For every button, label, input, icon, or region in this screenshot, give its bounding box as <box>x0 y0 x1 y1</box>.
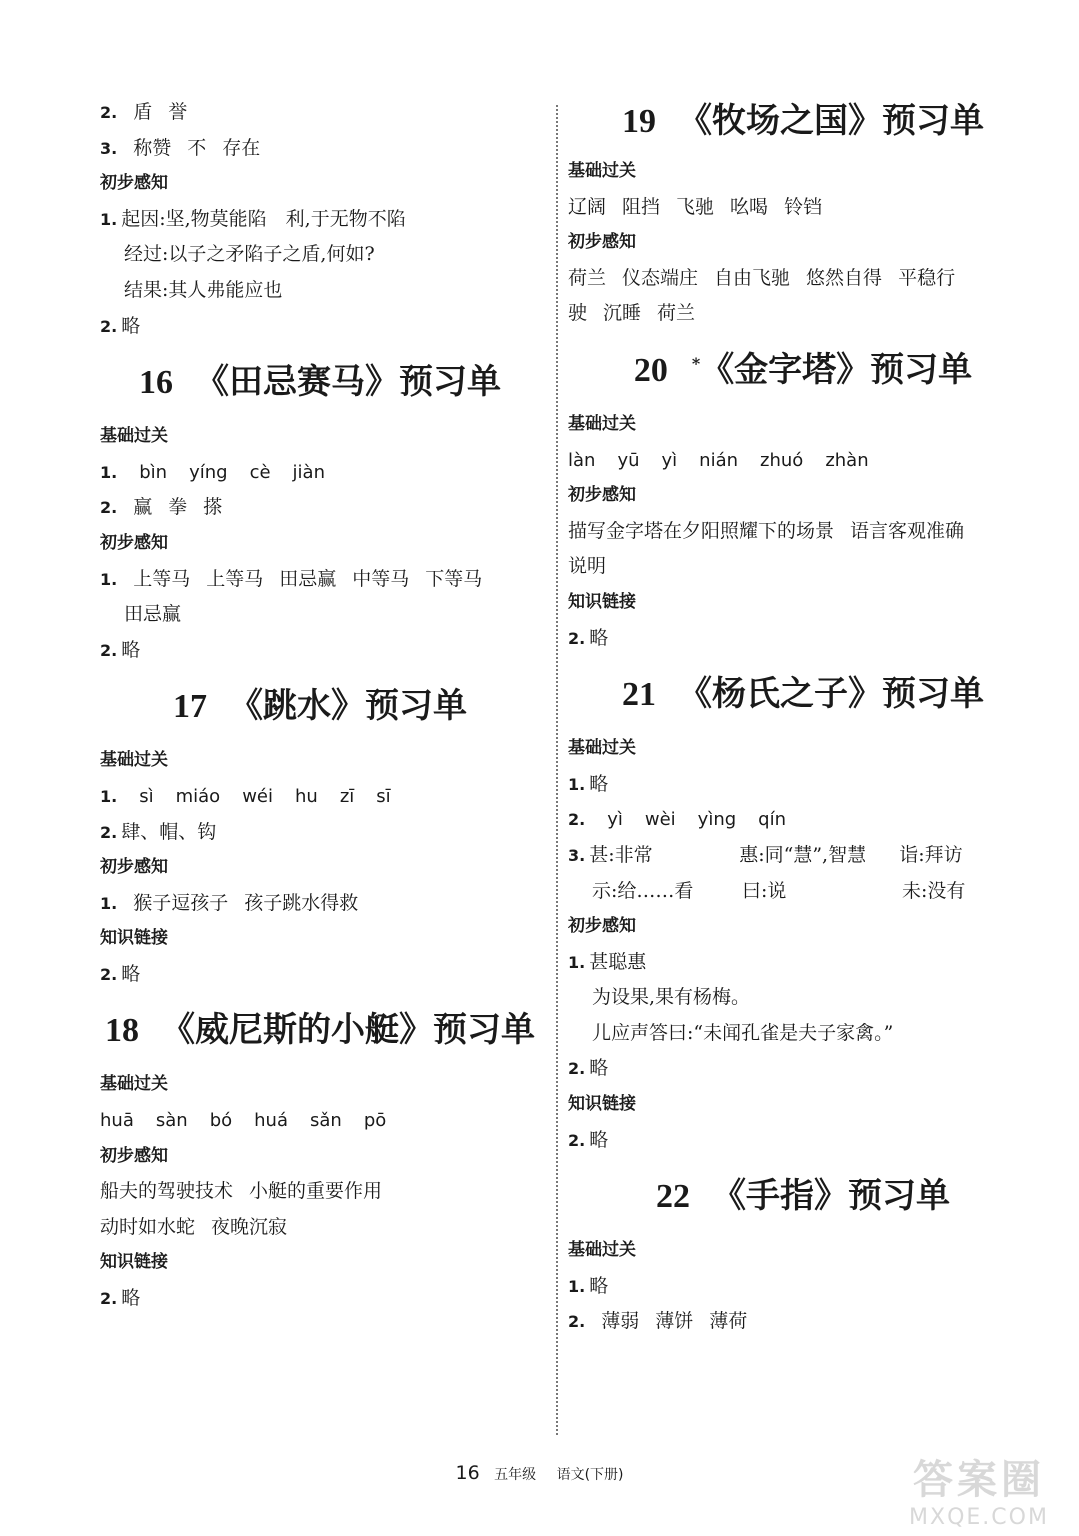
answer-text: 为设果,果有杨梅。 <box>592 986 751 1009</box>
answer-word: 飞驰 <box>676 195 715 218</box>
watermark-logo-text: 答案圈 <box>913 1457 1045 1503</box>
section-label: 初步感知 <box>568 916 636 937</box>
answer-word: 誉 <box>168 101 188 123</box>
section-number: 18 <box>105 1012 139 1050</box>
pinyin-syllable: bìn <box>139 461 168 483</box>
answer-word: 荷兰 <box>568 266 607 289</box>
pinyin-syllable: sǎn <box>310 1110 342 1132</box>
answer-word: 铃铛 <box>784 195 823 218</box>
section-label: 基础过关 <box>568 1240 636 1261</box>
answer-line <box>568 296 1038 332</box>
item-number: 2. <box>568 1059 586 1079</box>
section-heading: 《手指》预习单 <box>712 1176 950 1217</box>
item-number: 2. <box>568 1130 586 1150</box>
pinyin-syllable: sì <box>139 785 154 807</box>
section-label: 初步感知 <box>100 857 168 878</box>
pinyin-syllable: zhàn <box>825 449 869 471</box>
answer-word: 惠:同“慧”,智慧 <box>739 843 867 866</box>
answer-line <box>568 1016 1038 1052</box>
left-column <box>100 95 540 1317</box>
answer-text: 甚聪惠 <box>589 950 647 973</box>
answer-text: 结果:其人弗能应也 <box>124 278 283 301</box>
answer-word: 未:没有 <box>902 879 966 902</box>
answer-line <box>568 980 1038 1016</box>
answer-text: 略 <box>121 638 141 661</box>
answer-line <box>100 597 540 633</box>
section-label: 知识链接 <box>100 928 168 949</box>
section-label: 基础过关 <box>568 413 636 434</box>
answer-line <box>100 273 540 309</box>
pinyin-syllable: yíng <box>189 461 228 483</box>
answer-line <box>568 767 1038 803</box>
answer-word: 吆喝 <box>730 195 769 218</box>
item-number: 1. <box>100 786 118 806</box>
answer-line <box>100 131 540 167</box>
pinyin-syllable: wèi <box>644 809 676 831</box>
pinyin-syllable: yì <box>661 449 678 471</box>
section-title <box>100 992 540 1067</box>
item-number: 1. <box>568 774 586 794</box>
answer-word: 语言客观准确 <box>850 519 965 542</box>
answer-line <box>100 309 540 345</box>
answer-word: 薄饼 <box>655 1310 694 1333</box>
pinyin-syllable: làn <box>568 449 596 471</box>
section-label: 知识链接 <box>568 591 636 612</box>
answer-word: 沉睡 <box>603 302 642 325</box>
section-label: 初步感知 <box>100 532 168 553</box>
pinyin-syllable: huā <box>100 1110 134 1132</box>
pinyin-line <box>100 779 540 815</box>
answer-word: 称赞 <box>133 136 172 159</box>
section-heading: 《牧场之国》预习单 <box>678 101 984 141</box>
item-number: 2. <box>568 1312 586 1332</box>
answer-line <box>100 237 540 273</box>
answer-text: 略 <box>589 772 609 795</box>
answer-text: 略 <box>589 1274 609 1297</box>
section-number: 22 <box>656 1178 690 1216</box>
answer-word: 示:给……看 <box>592 879 694 902</box>
answer-word: 拳 <box>168 496 188 519</box>
section-number: 21 <box>622 676 656 714</box>
answer-word: 平稳行 <box>898 266 956 289</box>
pinyin-syllable: pō <box>363 1110 387 1132</box>
pinyin-syllable: miáo <box>175 785 221 807</box>
answer-line <box>100 1210 540 1246</box>
item-number: 3. <box>568 845 586 865</box>
answer-line <box>100 886 540 922</box>
answer-line <box>100 957 540 993</box>
pinyin-syllable: sī <box>376 785 391 807</box>
pinyin-syllable: cè <box>249 461 271 483</box>
answer-line <box>568 945 1038 981</box>
answer-word: 动时如水蛇 <box>100 1215 196 1238</box>
answer-word: 存在 <box>222 136 261 159</box>
answer-line <box>568 838 1038 874</box>
answer-word: 描写金字塔在夕阳照耀下的场景 <box>568 519 835 542</box>
answer-word: 夜晚沉寂 <box>211 1215 288 1238</box>
pinyin-syllable: sàn <box>155 1110 188 1132</box>
optional-mark: * <box>691 353 701 373</box>
item-number: 2. <box>100 640 118 660</box>
answer-text: 经过:以子之矛陷子之盾,何如? <box>124 243 375 266</box>
item-number: 1. <box>568 952 586 972</box>
item-number: 1. <box>100 893 118 913</box>
answer-text: 起因:坚,物莫能陷 利,于无物不陷 <box>121 207 406 230</box>
answer-word: 赢 <box>133 496 153 519</box>
answer-line <box>568 549 1038 585</box>
item-number: 2. <box>100 822 118 842</box>
pinyin-syllable: wéi <box>242 785 273 807</box>
answer-word: 船夫的驾驶技术 <box>100 1180 234 1203</box>
answer-line <box>568 190 1038 226</box>
pinyin-line <box>568 802 1038 838</box>
item-number: 2. <box>100 103 118 122</box>
answer-line <box>568 1269 1038 1305</box>
answer-text: 肆、帽、钩 <box>121 820 217 843</box>
pinyin-syllable: yū <box>617 449 640 471</box>
answer-word: 驶 <box>568 302 588 325</box>
watermark <box>889 1448 1069 1528</box>
section-heading: 《跳水》预习单 <box>229 686 467 727</box>
answer-line <box>100 562 540 598</box>
column-divider <box>556 105 558 1435</box>
item-number: 1. <box>100 569 118 589</box>
answer-word: 薄弱 <box>601 1310 640 1333</box>
pinyin-syllable: zī <box>339 785 355 807</box>
item-number: 2. <box>100 964 118 984</box>
section-number: 16 <box>139 364 173 402</box>
answer-text: 略 <box>589 1057 609 1080</box>
answer-word: 辽阔 <box>568 195 607 218</box>
answer-line <box>100 490 540 526</box>
answer-word: 田忌赢 <box>279 567 337 590</box>
section-label: 基础过关 <box>568 738 636 759</box>
answer-word: 薄荷 <box>709 1310 748 1333</box>
answer-line <box>568 1123 1038 1159</box>
section-label: 基础过关 <box>100 1074 168 1095</box>
answer-word: 曰:说 <box>742 879 787 902</box>
pinyin-syllable: nián <box>699 449 739 471</box>
pinyin-syllable: bó <box>209 1110 233 1132</box>
section-label: 初步感知 <box>100 173 168 194</box>
answer-word: 仪态端庄 <box>622 266 699 289</box>
section-label: 知识链接 <box>100 1252 168 1273</box>
answer-word: 说明 <box>568 555 607 578</box>
answer-word: 盾 <box>133 101 153 123</box>
pinyin-syllable: zhuó <box>760 449 804 471</box>
item-number: 2. <box>100 498 118 518</box>
item-number: 2. <box>568 628 586 648</box>
section-label: 初步感知 <box>100 1145 168 1166</box>
grade-label: 五年级 <box>494 1467 537 1483</box>
answer-word: 下等马 <box>425 567 483 590</box>
section-title <box>568 1158 1038 1233</box>
section-heading: 《杨氏之子》预习单 <box>678 674 984 715</box>
answer-line <box>568 1304 1038 1340</box>
pinyin-syllable: hu <box>294 785 318 807</box>
answer-line <box>100 202 540 238</box>
answer-line <box>568 1051 1038 1087</box>
section-title <box>100 344 540 419</box>
answer-word: 诣:拜访 <box>899 843 963 866</box>
subject-label: 语文(下册) <box>556 1467 624 1483</box>
answer-line <box>100 815 540 851</box>
answer-word: 甚:非常 <box>589 843 653 866</box>
answer-text: 儿应声答曰:“未闻孔雀是夫子家禽。” <box>592 1021 894 1044</box>
answer-word: 猴子逗孩子 <box>133 891 229 914</box>
item-number: 2. <box>100 316 118 336</box>
item-number: 2. <box>100 1289 118 1309</box>
answer-word: 上等马 <box>133 567 191 590</box>
answer-line <box>568 621 1038 657</box>
answer-word: 不 <box>187 136 207 159</box>
answer-line <box>100 1281 540 1317</box>
pinyin-line <box>568 443 1038 479</box>
section-heading: 《金字塔》预习单 <box>700 349 973 390</box>
section-label: 基础过关 <box>100 750 168 771</box>
section-label: 知识链接 <box>568 1094 636 1115</box>
answer-word: 中等马 <box>352 567 410 590</box>
answer-text: 略 <box>121 962 141 985</box>
section-label: 初步感知 <box>568 232 636 253</box>
section-title <box>568 332 1038 407</box>
item-number: 3. <box>100 138 118 158</box>
answer-text: 略 <box>589 1128 609 1151</box>
answer-line <box>100 1174 540 1210</box>
section-title <box>568 656 1038 731</box>
pinyin-syllable: jiàn <box>292 461 325 483</box>
section-number: 17 <box>173 688 207 726</box>
answer-word: 悠然自得 <box>806 266 883 289</box>
answer-text: 田忌赢 <box>124 603 182 626</box>
answer-word: 阻挡 <box>622 195 661 218</box>
pinyin-line <box>100 455 540 491</box>
item-number: 1. <box>100 462 118 482</box>
answer-line <box>100 633 540 669</box>
section-number: 20 <box>633 351 668 389</box>
pinyin-syllable: yì <box>607 809 623 831</box>
right-column <box>568 95 1038 1340</box>
section-number: 19 <box>622 103 656 140</box>
pinyin-syllable: yìng <box>697 809 737 831</box>
pinyin-line <box>100 1103 540 1139</box>
section-label: 基础过关 <box>100 426 168 447</box>
answer-text: 略 <box>589 626 609 649</box>
section-label: 基础过关 <box>568 161 636 181</box>
answer-line <box>100 95 540 131</box>
answer-word: 上等马 <box>206 567 264 590</box>
pinyin-syllable: qín <box>758 809 787 831</box>
page-number: 16 <box>455 1462 480 1484</box>
section-title <box>568 95 1038 154</box>
answer-text: 略 <box>121 314 141 337</box>
answer-line <box>568 514 1038 550</box>
section-label: 初步感知 <box>568 485 636 506</box>
section-title <box>100 668 540 743</box>
item-number: 1. <box>100 209 118 229</box>
answer-line <box>568 874 1038 910</box>
answer-text: 略 <box>121 1287 141 1310</box>
section-heading: 《威尼斯的小艇》预习单 <box>161 1010 535 1051</box>
answer-word: 小艇的重要作用 <box>249 1180 383 1203</box>
answer-word: 荷兰 <box>657 302 696 325</box>
answer-word: 孩子跳水得救 <box>244 891 359 914</box>
answer-line <box>568 261 1038 297</box>
pinyin-syllable: huá <box>254 1110 288 1132</box>
answer-word: 搽 <box>203 496 223 519</box>
item-number: 1. <box>568 1276 586 1296</box>
watermark-url: MXQE.COM <box>909 1505 1049 1530</box>
answer-word: 自由飞驰 <box>714 266 791 289</box>
item-number: 2. <box>568 810 586 830</box>
section-heading: 《田忌赛马》预习单 <box>195 362 501 403</box>
